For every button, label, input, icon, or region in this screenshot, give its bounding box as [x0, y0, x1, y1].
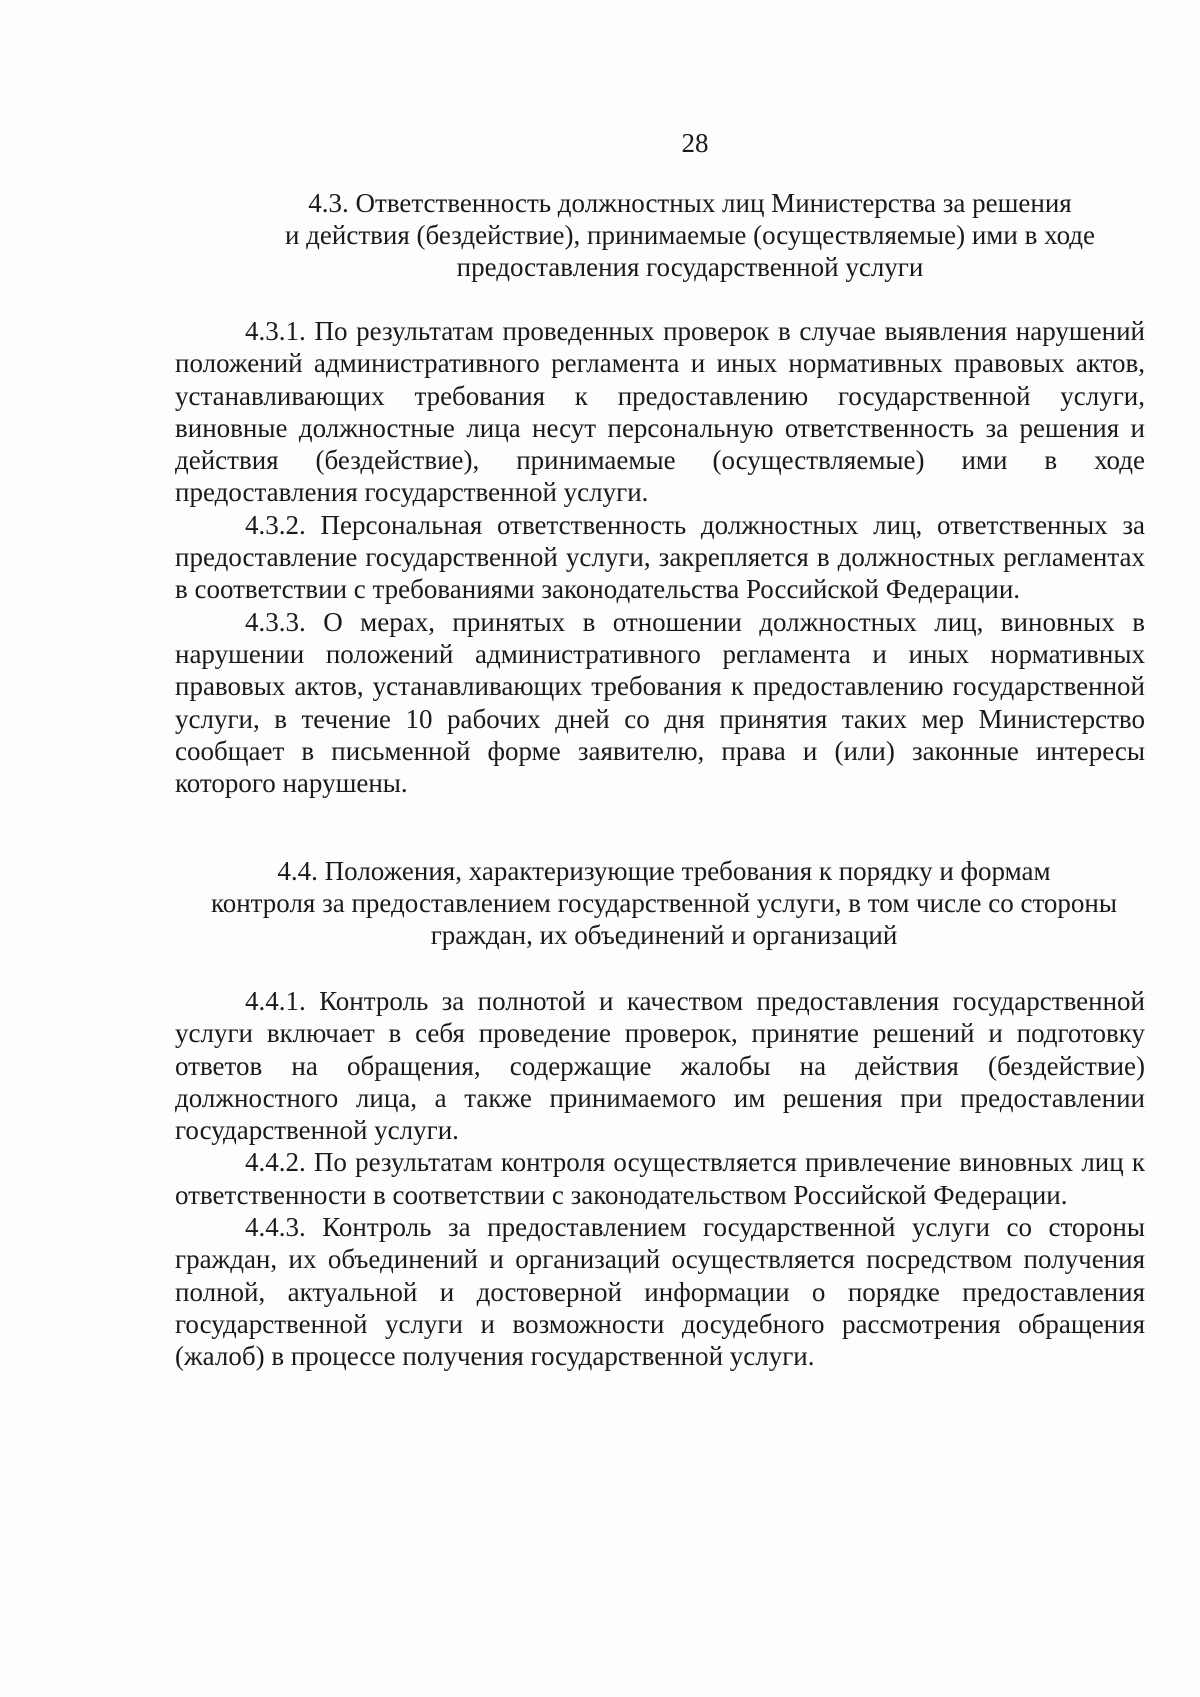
section-body-4-3: [175, 315, 1145, 799]
paragraph-4-3-3: 4.3.3. О мерах, принятых в отношении должностных лиц, виновных в нарушении положений административного регламента и иных нормативных правовых актов, устанавливающих требования к предоставлению государственной услуги, в течение 10 рабочих дней со дня принятия таких мер Министерство сообщает в письменной форме заявителю, права и (или) законные интересы которого нарушены.: [175, 606, 1145, 799]
heading-line: 4.4. Положения, характеризующие требования к порядку и формам: [277, 856, 1051, 886]
heading-line: 4.3. Ответственность должностных лиц Министерства за решения: [308, 188, 1072, 218]
section-body-4-4: [175, 985, 1145, 1373]
section-heading-4-3: [236, 187, 1144, 283]
paragraph-4-4-2: 4.4.2. По результатам контроля осуществляется привлечение виновных лиц к ответственности в соответствии с законодательством Российской Федерации.: [175, 1147, 1145, 1210]
heading-line: граждан, их объединений и организаций: [430, 920, 898, 950]
paragraph-4-3-1: 4.3.1. По результатам проведенных проверок в случае выявления нарушений положений административного регламента и иных нормативных правовых актов, устанавливающих требования к предоставлению государственной услуги, виновные должностные лица несут персональную ответственность за решения и действия (бездействие), принимаемые (осуществляемые) ими в ходе предоставления государственной услуги.: [175, 316, 1145, 508]
paragraph-4-4-1: 4.4.1. Контроль за полнотой и качеством предоставления государственной услуги включает в себя проведение проверок, принятие решений и подготовку ответов на обращения, содержащие жалобы на действия (бездействие) должностного лица, а также принимаемого им решения при предоставлении государственной услуги.: [175, 986, 1145, 1146]
page-number: 28: [681, 128, 709, 158]
heading-line: предоставления государственной услуги: [456, 252, 924, 282]
heading-line: и действия (бездействие), принимаемые (осуществляемые) ими в ходе: [284, 220, 1096, 250]
paragraph-4-4-3: 4.4.3. Контроль за предоставлением государственной услуги со стороны граждан, их объединений и организаций осуществляется посредством получения полной, актуальной и достоверной информации о порядке предоставления государственной услуги и возможности досудебного рассмотрения обращения (жалоб) в процессе получения государственной услуги.: [175, 1212, 1145, 1372]
section-heading-4-4: [164, 855, 1164, 951]
paragraph-4-3-2: 4.3.2. Персональная ответственность должностных лиц, ответственных за предоставление государственной услуги, закрепляется в должностных регламентах в соответствии с требованиями законодательства Российской Федерации.: [175, 509, 1145, 605]
heading-line: контроля за предоставлением государственной услуги, в том числе со стороны: [210, 888, 1118, 918]
